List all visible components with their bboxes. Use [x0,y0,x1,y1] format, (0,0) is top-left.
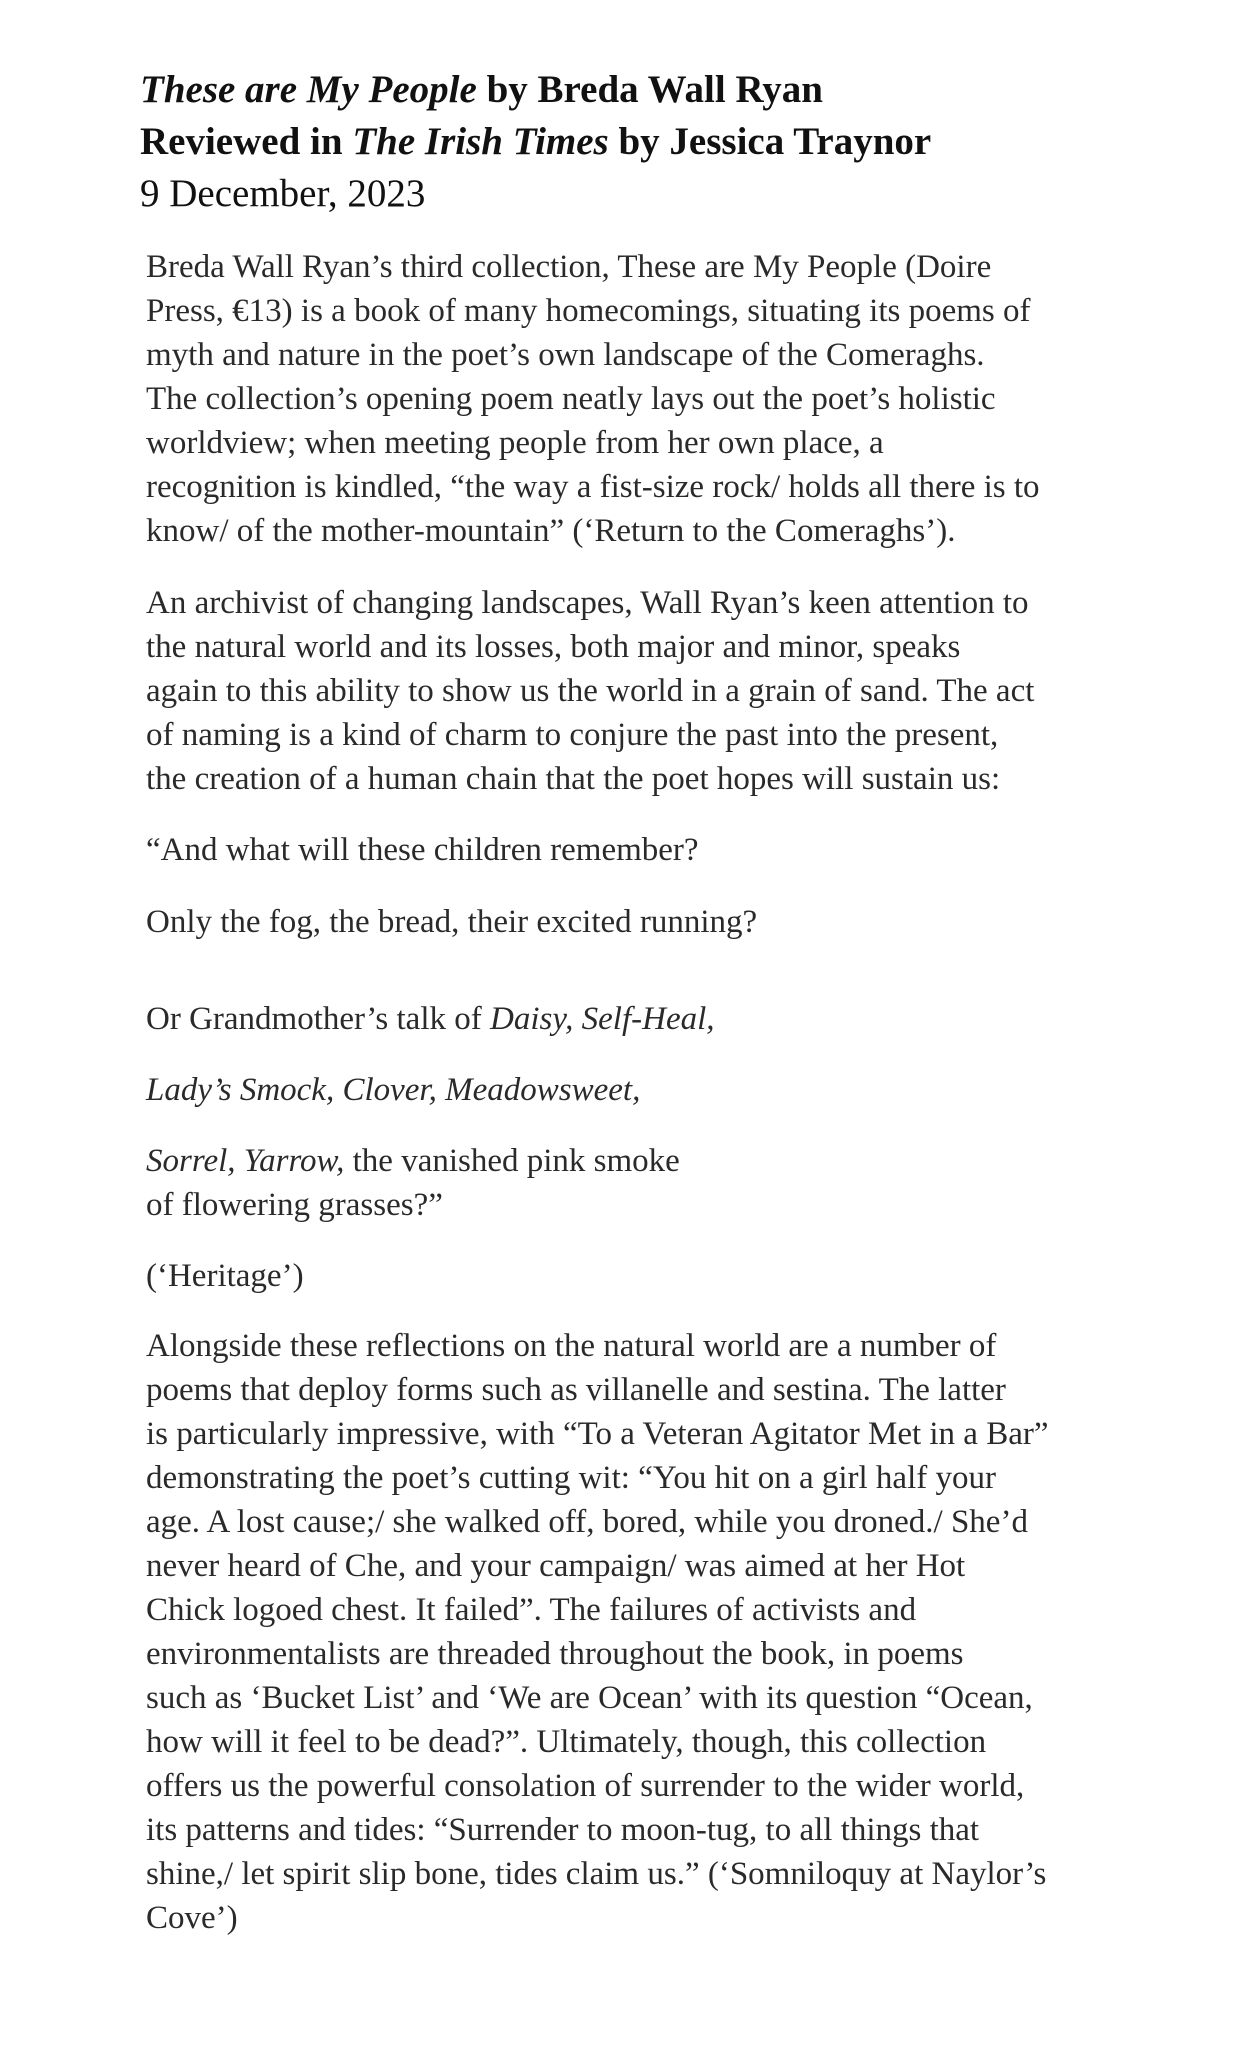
text-line: The collection’s opening poem neatly lays out the poet’s holistic [146,381,996,417]
text-line: demonstrating the poet’s cutting wit: “You hit on a girl half your [146,1460,996,1496]
publication-name: The Irish Times [352,120,609,163]
text-line: know/ of the mother-mountain” (‘Return to the Comeraghs’). [146,513,956,549]
poem-line: of flowering grasses?” [146,1187,443,1223]
paragraph-3 [146,1324,1126,1940]
review-source-line [140,116,1140,168]
poem-text: Or Grandmother’s talk of [146,1001,490,1037]
text-line: worldview; when meeting people from her own place, a [146,425,884,461]
text-line: age. A lost cause;/ she walked off, bored, while you droned./ She’d [146,1504,1028,1540]
text-line: is particularly impressive, with “To a Veteran Agitator Met in a Bar” [146,1416,1049,1452]
poem-italic-text: Daisy, Self-Heal, [489,1001,715,1037]
paragraph-1 [146,245,1126,553]
text-line: the creation of a human chain that the poet hopes will sustain us: [146,761,1001,797]
reviewer-byline: by Jessica Traynor [608,120,932,163]
text-line: offers us the powerful consolation of surrender to the wider world, [146,1768,1025,1804]
text-line: Press, €13) is a book of many homecomings, situating its poems of [146,293,1031,329]
quoted-poem [146,828,1126,1298]
poem-text: the vanished pink smoke [344,1143,680,1179]
text-line: the natural world and its losses, both major and minor, speaks [146,629,961,665]
article-header [140,64,1140,220]
poem-line: “And what will these children remember? [146,832,699,868]
text-line: environmentalists are threaded throughout the book, in poems [146,1636,964,1672]
text-line: again to this ability to show us the world in a grain of sand. The act [146,673,1035,709]
text-line: such as ‘Bucket List’ and ‘We are Ocean’ with its question “Ocean, [146,1680,1033,1716]
text-line: poems that deploy forms such as villanelle and sestina. The latter [146,1372,1006,1408]
author-byline: by Breda Wall Ryan [476,68,823,111]
text-line: how will it feel to be dead?”. Ultimately, though, this collection [146,1724,987,1760]
text-line: of naming is a kind of charm to conjure the past into the present, [146,717,999,753]
text-line: Alongside these reflections on the natural world are a number of [146,1328,997,1364]
text-line: myth and nature in the poet’s own landscape of the Comeraghs. [146,337,985,373]
poem-line [146,997,1126,1041]
poem-italic-text: Sorrel, Yarrow, [146,1143,345,1179]
text-line: Chick logoed chest. It failed”. The failures of activists and [146,1592,917,1628]
text-line: never heard of Che, and your campaign/ was aimed at her Hot [146,1548,966,1584]
book-title-line [140,64,1140,116]
text-line: An archivist of changing landscapes, Wall Ryan’s keen attention to [146,585,1029,621]
review-date: 9 December, 2023 [140,172,426,215]
review-body [146,245,1126,1940]
text-line: its patterns and tides: “Surrender to moon-tug, to all things that [146,1812,980,1848]
paragraph-2 [146,581,1126,801]
poem-citation: (‘Heritage’) [146,1258,304,1294]
text-line: Cove’) [146,1900,238,1936]
text-line: Breda Wall Ryan’s third collection, These are My People (Doire [146,249,992,285]
text-line: shine,/ let spirit slip bone, tides claim us.” (‘Somniloquy at Naylor’s [146,1856,1047,1892]
poem-line: Lady’s Smock, Clover, Meadowsweet, [146,1072,641,1108]
poem-line [146,1139,1126,1183]
poem-line: Only the fog, the bread, their excited running? [146,904,758,940]
review-prefix: Reviewed in [140,120,353,163]
text-line: recognition is kindled, “the way a fist-size rock/ holds all there is to [146,469,1040,505]
book-title: These are My People [140,68,477,111]
